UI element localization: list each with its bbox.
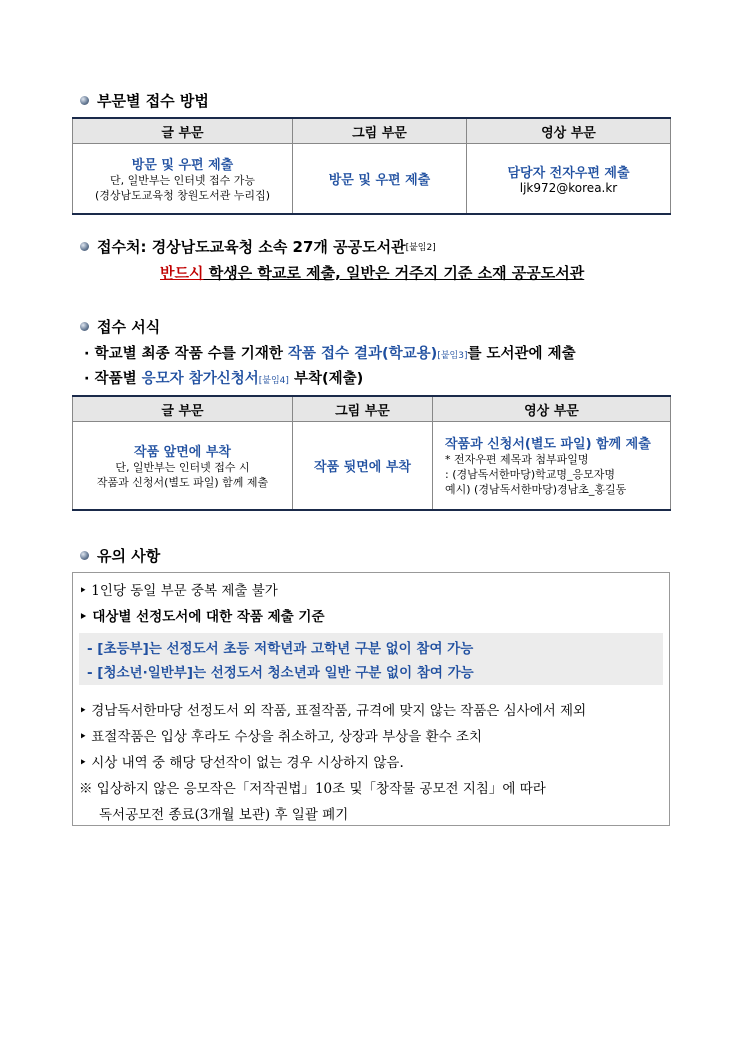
text: 부착(제출) — [288, 371, 364, 387]
note-item: ‣ 표절작품은 입상 후라도 수상을 취소하고, 상장과 부상을 환수 조치 — [79, 729, 482, 745]
bullet-icon — [80, 322, 89, 331]
notes-box — [72, 572, 670, 826]
header-text: 글 부문 — [73, 396, 293, 422]
bullet-icon — [80, 551, 89, 560]
bullet-icon — [80, 242, 89, 251]
bullet-icon — [80, 96, 89, 105]
section-heading-submission-method — [80, 90, 209, 111]
header-video: 영상 부문 — [467, 118, 671, 144]
section-heading-forms — [80, 316, 160, 337]
forms-line-2 — [84, 367, 363, 388]
cell-main: 작품과 신청서(별도 파일) 함께 제출 — [445, 437, 651, 453]
cell-sub: (경상남도교육청 창원도서관 누리집) — [95, 188, 270, 202]
note-item: ‣ 경남독서한마당 선정도서 외 작품, 표절작품, 규격에 맞지 않는 작품은 심사에서 제외 — [79, 703, 587, 719]
cell-picture-form — [293, 422, 433, 510]
cell-main: 작품 뒷면에 부착 — [314, 459, 411, 475]
note-text: 학생은 학교로 제출, 일반은 거주지 기준 소재 공공도서관 — [203, 264, 585, 282]
cell-sub: 단, 일반부는 인터넷 접수 가능 — [110, 173, 255, 187]
highlight-box — [79, 633, 663, 685]
cell-video-method — [467, 144, 671, 214]
email-text: ljk972@korea.kr — [519, 180, 618, 195]
cell-sub: * 전자우편 제목과 첨부파일명 — [445, 453, 589, 467]
forms-line-1 — [84, 342, 576, 363]
emphasis-red: 반드시 — [160, 264, 204, 282]
cell-text-method — [73, 144, 293, 214]
note-item: ‣ 시상 내역 중 해당 당선작이 없는 경우 시상하지 않음. — [79, 755, 404, 771]
cell-sub: 작품과 신청서(별도 파일) 함께 제출 — [96, 475, 269, 489]
section-heading-notes — [80, 545, 160, 566]
cell-text-form — [73, 422, 293, 510]
note-item: 독서공모전 종료(3개월 보관) 후 일괄 폐기 — [99, 807, 349, 823]
cell-main: 담당자 전자우편 제출 — [507, 165, 630, 181]
reception-note — [160, 262, 584, 283]
note-item: ‣ 1인당 동일 부문 중복 제출 불가 — [79, 583, 278, 599]
text: · 작품별 — [84, 371, 142, 387]
text: 를 도서관에 제출 — [467, 346, 576, 362]
cell-main: 작품 앞면에 부착 — [134, 444, 231, 460]
highlight-line: - [청소년·일반부]는 선정도서 청소년과 일반 구분 없이 참여 가능 — [87, 665, 474, 681]
header-video: 영상 부문 — [433, 396, 671, 422]
highlight-line: - [초등부]는 선정도서 초등 저학년과 고학년 구분 없이 참여 가능 — [87, 641, 474, 657]
cell-video-form — [433, 422, 671, 510]
cell-sub: 단, 일반부는 인터넷 접수 시 — [115, 460, 250, 474]
header-picture: 그림 부문 — [293, 118, 467, 144]
cell-main: 방문 및 우편 제출 — [328, 172, 431, 188]
header-text: 글 부문 — [73, 118, 293, 144]
forms-table — [72, 395, 671, 511]
emphasis-blue: 응모자 참가신청서 — [141, 371, 259, 387]
text: · 학교별 최종 작품 수를 기재한 — [84, 346, 288, 362]
section-heading-reception — [80, 236, 436, 257]
heading-text: 접수 서식 — [97, 318, 161, 336]
cell-main: 방문 및 우편 제출 — [131, 157, 234, 173]
cell-sub: 예시) (경남독서한마당)경남초_홍길동 — [445, 483, 627, 497]
cell-picture-method — [293, 144, 467, 214]
header-picture: 그림 부문 — [293, 396, 433, 422]
heading-text: 접수처: 경상남도교육청 소속 27개 공공도서관 — [97, 238, 406, 256]
note-item: ‣ 대상별 선정도서에 대한 작품 제출 기준 — [79, 609, 325, 625]
attachment-tag: [붙임2] — [405, 243, 436, 253]
attachment-tag: [붙임4] — [258, 376, 289, 386]
emphasis-blue: 작품 접수 결과(학교용) — [287, 346, 438, 362]
submission-method-table — [72, 117, 671, 215]
cell-sub: : (경남독서한마당)학교명_응모자명 — [445, 468, 616, 482]
heading-text: 부문별 접수 방법 — [97, 92, 209, 110]
heading-text: 유의 사항 — [97, 547, 161, 565]
attachment-tag: [붙임3] — [437, 351, 468, 361]
note-item: ※ 입상하지 않은 응모작은「저작권법」10조 및「창작물 공모전 지침」에 따라 — [79, 781, 546, 797]
